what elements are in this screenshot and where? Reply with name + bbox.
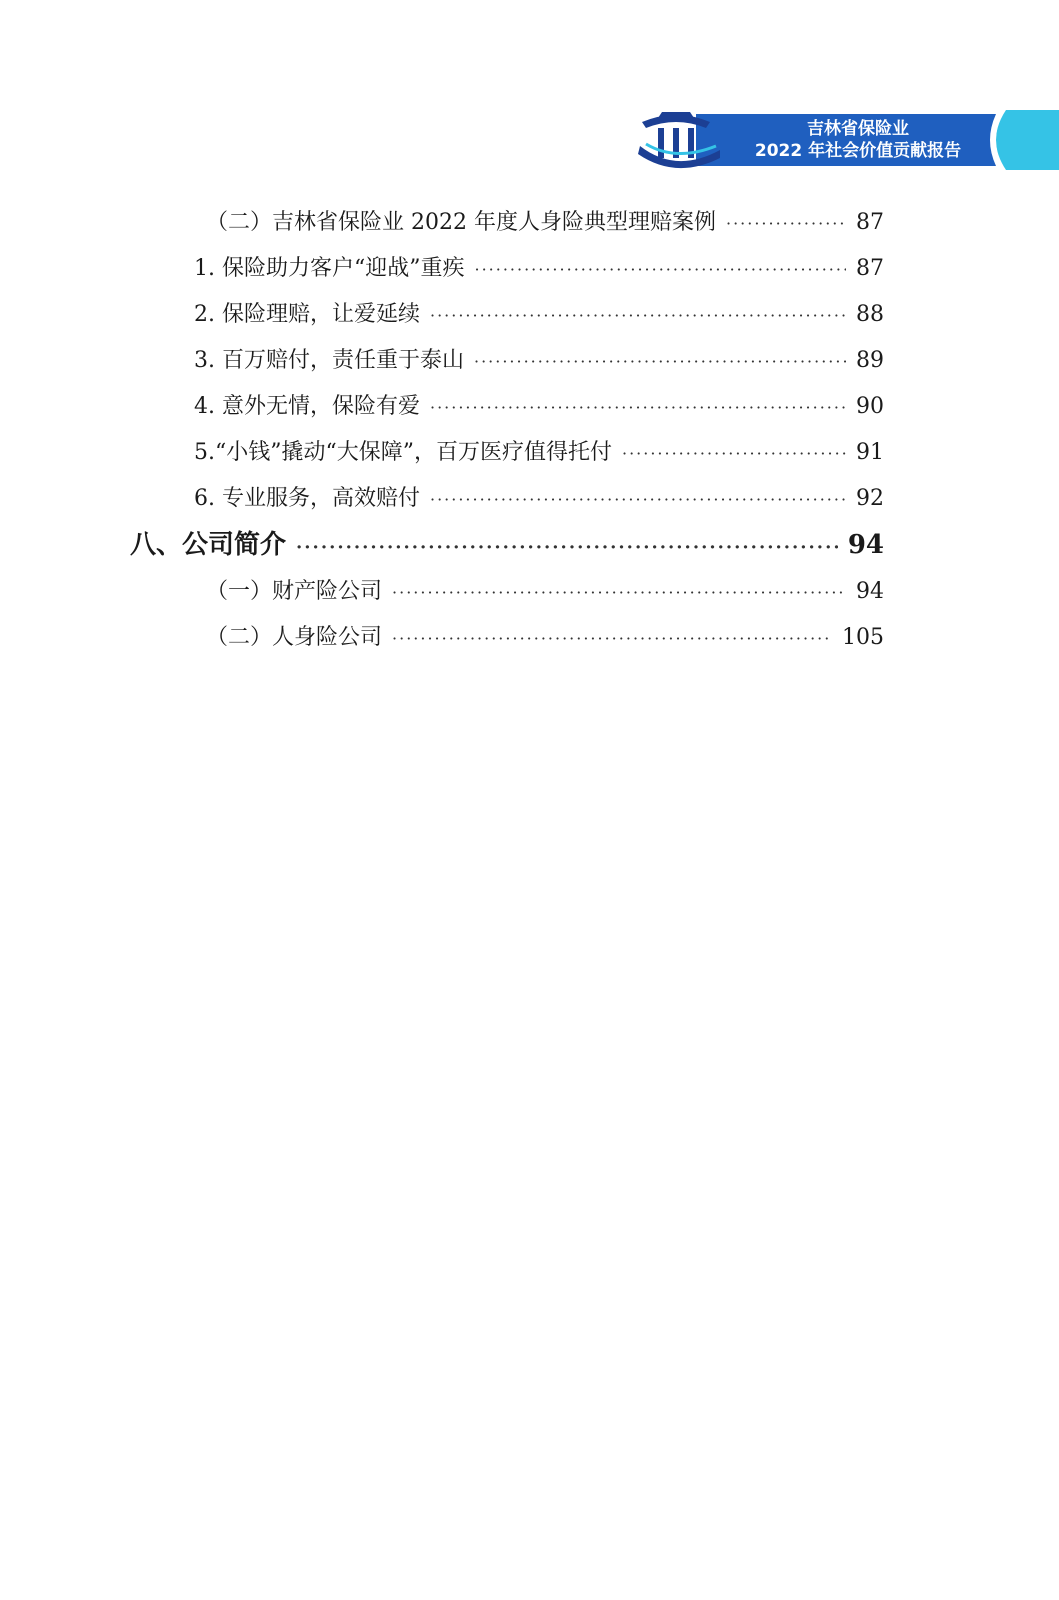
toc-entry-page: 94 <box>856 579 884 604</box>
toc-chapter-entry[interactable] <box>130 527 884 563</box>
toc-entry-label: 3. 百万赔付，责任重于泰山 <box>194 348 464 373</box>
toc-entry-label: （二）吉林省保险业 2022 年度人身险典型理赔案例 <box>206 210 716 235</box>
toc-entry[interactable] <box>206 620 884 656</box>
toc-leader-dots <box>430 390 846 426</box>
toc-entry-page: 90 <box>856 394 884 419</box>
toc-entry-page: 91 <box>856 440 884 465</box>
toc-leader-dots <box>430 482 846 518</box>
toc-leader-dots <box>430 298 846 334</box>
toc-entry-page: 88 <box>856 302 884 327</box>
report-title-line1: 吉林省保险业 <box>807 119 909 139</box>
toc-entry[interactable] <box>194 481 884 517</box>
toc-entry-page: 105 <box>842 625 884 650</box>
toc-entry-page: 87 <box>856 210 884 235</box>
toc-entry[interactable] <box>194 343 884 379</box>
toc-entry-label: 4. 意外无情，保险有爱 <box>194 394 420 419</box>
toc-leader-dots <box>474 252 846 288</box>
report-header-banner <box>636 100 1059 175</box>
toc-entry-label: 5.“小钱”撬动“大保障”，百万医疗值得托付 <box>194 440 612 465</box>
toc-entry[interactable] <box>194 435 884 471</box>
toc-entry[interactable] <box>206 205 884 241</box>
toc-entry-page: 89 <box>856 348 884 373</box>
toc-chapter-label: 八、公司简介 <box>130 530 287 560</box>
toc-leader-dots <box>392 621 832 657</box>
toc-entry[interactable] <box>206 574 884 610</box>
toc-entry[interactable] <box>194 389 884 425</box>
toc-leader-dots <box>726 206 846 242</box>
toc-entry[interactable] <box>194 251 884 287</box>
toc-entry-page: 92 <box>856 486 884 511</box>
toc-leader-dots <box>474 344 846 380</box>
report-title-line2: 2022 年社会价值贡献报告 <box>754 141 962 161</box>
toc-entry[interactable] <box>194 297 884 333</box>
toc-entry-label: 6. 专业服务，高效赔付 <box>194 486 420 511</box>
toc-entry-label: 2. 保险理赔，让爱延续 <box>194 302 420 327</box>
toc-entry-page: 87 <box>856 256 884 281</box>
toc-leader-dots <box>622 436 846 472</box>
toc-entry-label: 1. 保险助力客户“迎战”重疾 <box>194 256 465 281</box>
toc-entry-label: （二）人身险公司 <box>206 625 383 650</box>
toc-chapter-page: 94 <box>847 530 884 560</box>
toc-entry-label: （一）财产险公司 <box>206 579 383 604</box>
report-title <box>728 118 988 162</box>
toc-leader-dots <box>392 575 846 611</box>
toc-leader-dots <box>296 530 838 566</box>
